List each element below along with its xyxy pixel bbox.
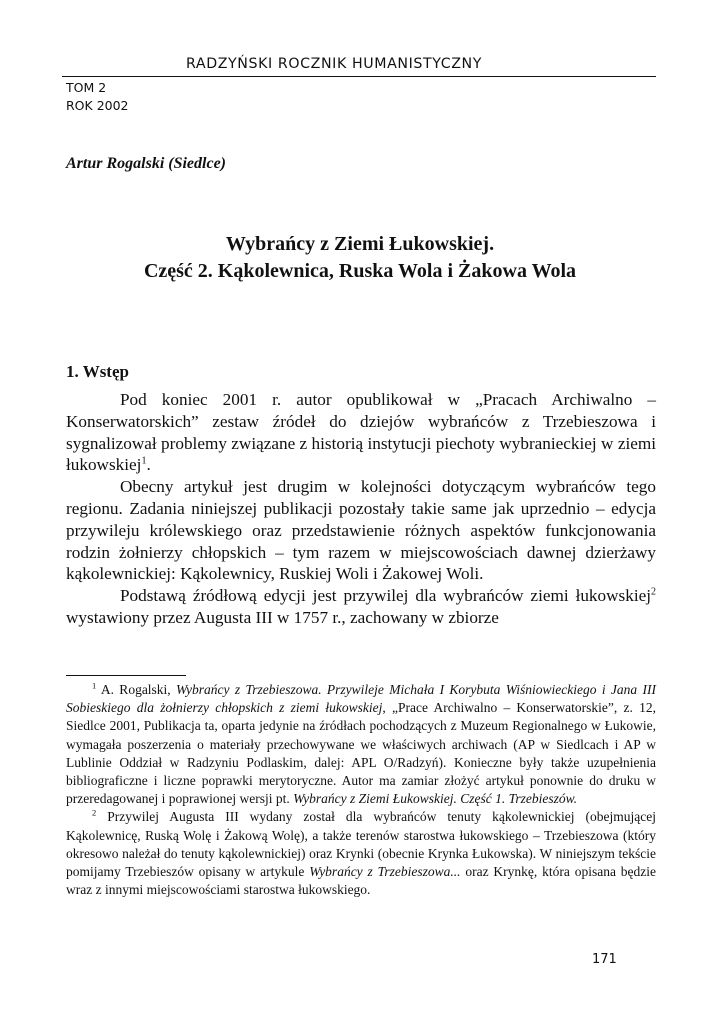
footnote-2-number: 2 bbox=[92, 807, 97, 818]
footnote-1 bbox=[66, 681, 656, 808]
journal-title: RADZYŃSKI ROCZNIK HUMANISTYCZNY bbox=[186, 56, 483, 72]
footnote-1-text-a: A. Rogalski, bbox=[96, 682, 177, 697]
footnote-1-number: 1 bbox=[92, 680, 97, 691]
paragraph-3 bbox=[66, 585, 656, 629]
footnote-2 bbox=[66, 808, 656, 899]
paragraph-3-text: Podstawą źródłową edycji jest przywilej dla wybrańców ziemi łukowskiej bbox=[120, 586, 651, 606]
footnote-separator bbox=[66, 675, 186, 676]
footnote-1-text-b: , „Prace Archiwalno – Konserwatorskie”, z. 12, Siedlce 2001, Publikacja ta, oparta jedynie na źródłach pochodzących z Muzeum Regionalnego w Łukowie, wymagała poszerzenia o materiały przechowywane we właściwych archiwach (AP w Siedlcach i AP w Lublinie Oddział w Radzyniu Podlaskim, dalej: APL O/Radzyń). Konieczne były także uzupełnienia bibliograficzne i liczne poprawki merytoryczne. Autor ma zamiar złożyć artykuł ponownie do druku w przeredagowanej i poprawionej wersji pt. bbox=[66, 700, 656, 807]
footnote-ref-1: 1 bbox=[141, 455, 147, 467]
footnote-1-italic-title: Wybrańcy z Trzebieszowa. Przywileje Michała I Korybuta Wiśniowieckiego i Jana III Sobieskiego dla żołnierzy chłopskich z ziemi łukowskiej bbox=[66, 682, 656, 716]
footnote-ref-2: 2 bbox=[651, 586, 656, 598]
article-title-line-2: Część 2. Kąkolewnica, Ruska Wola i Żakowa Wola bbox=[143, 260, 577, 282]
article-title-line-1: Wybrańcy z Ziemi Łukowskiej. bbox=[225, 233, 495, 255]
paragraph-1-text: Pod koniec 2001 r. autor opublikował w „Pracach Archiwalno – Konserwatorskich” zestaw źródeł do dziejów wybrańców z Trzebieszowa i sygnalizował problemy związane z historią instytucji piechoty wybranieckiej w ziemi łukowskiej bbox=[66, 390, 656, 475]
volume-label: TOM 2 bbox=[66, 80, 107, 95]
footnote-2-italic-title: Wybrańcy z Trzebieszowa... bbox=[309, 864, 461, 880]
footnote-2-text-b: oraz Krynkę, która opisana będzie wraz z innymi miejscowościami starostwa łukowskiego. bbox=[66, 864, 657, 898]
header-rule bbox=[62, 76, 656, 77]
paragraph-1-end: . bbox=[146, 455, 151, 475]
year-label: ROK 2002 bbox=[66, 98, 129, 113]
page-number: 171 bbox=[592, 952, 617, 967]
footnotes bbox=[66, 681, 656, 899]
paragraph-2: Obecny artykuł jest drugim w kolejności dotyczącym wybrańców tego regionu. Zadania niniejszej publikacji pozostały takie same jak uprzednio – edycja przywileju królewskiego oraz przedstawienie różnych aspektów funkcjonowania rodzin żołnierzy chłopskich – tym razem w miejscowościach dawnej dzierżawy kąkolewnickiej: Kąkolewnicy, Ruskiej Woli i Żakowej Woli. bbox=[66, 477, 656, 584]
section-heading: 1. Wstęp bbox=[66, 362, 129, 381]
paragraph-3-end: wystawiony przez Augusta III w 1757 r., zachowany w zbiorze bbox=[66, 607, 499, 627]
footnote-2-text-a: Przywilej Augusta III wydany został dla wybrańców tenuty kąkolewnickiej (obejmującej Kąkolewnicę, Ruską Wolę i Żakową Wolę), a także terenów starostwa łukowskiego – Trzebieszowa (który okresowo należał do tenuty kąkolewnickiej) oraz Krynki (obecnie Krynka Łukowska). W niniejszym tekście pomijamy Trzebieszów opisany w artykule bbox=[66, 809, 656, 880]
author-name: Artur Rogalski (Siedlce) bbox=[66, 155, 227, 172]
footnote-1-italic-title-2: Wybrańcy z Ziemi Łukowskiej. Część 1. Trzebieszów. bbox=[293, 791, 578, 807]
body-text bbox=[66, 389, 656, 629]
paragraph-1 bbox=[66, 389, 656, 476]
